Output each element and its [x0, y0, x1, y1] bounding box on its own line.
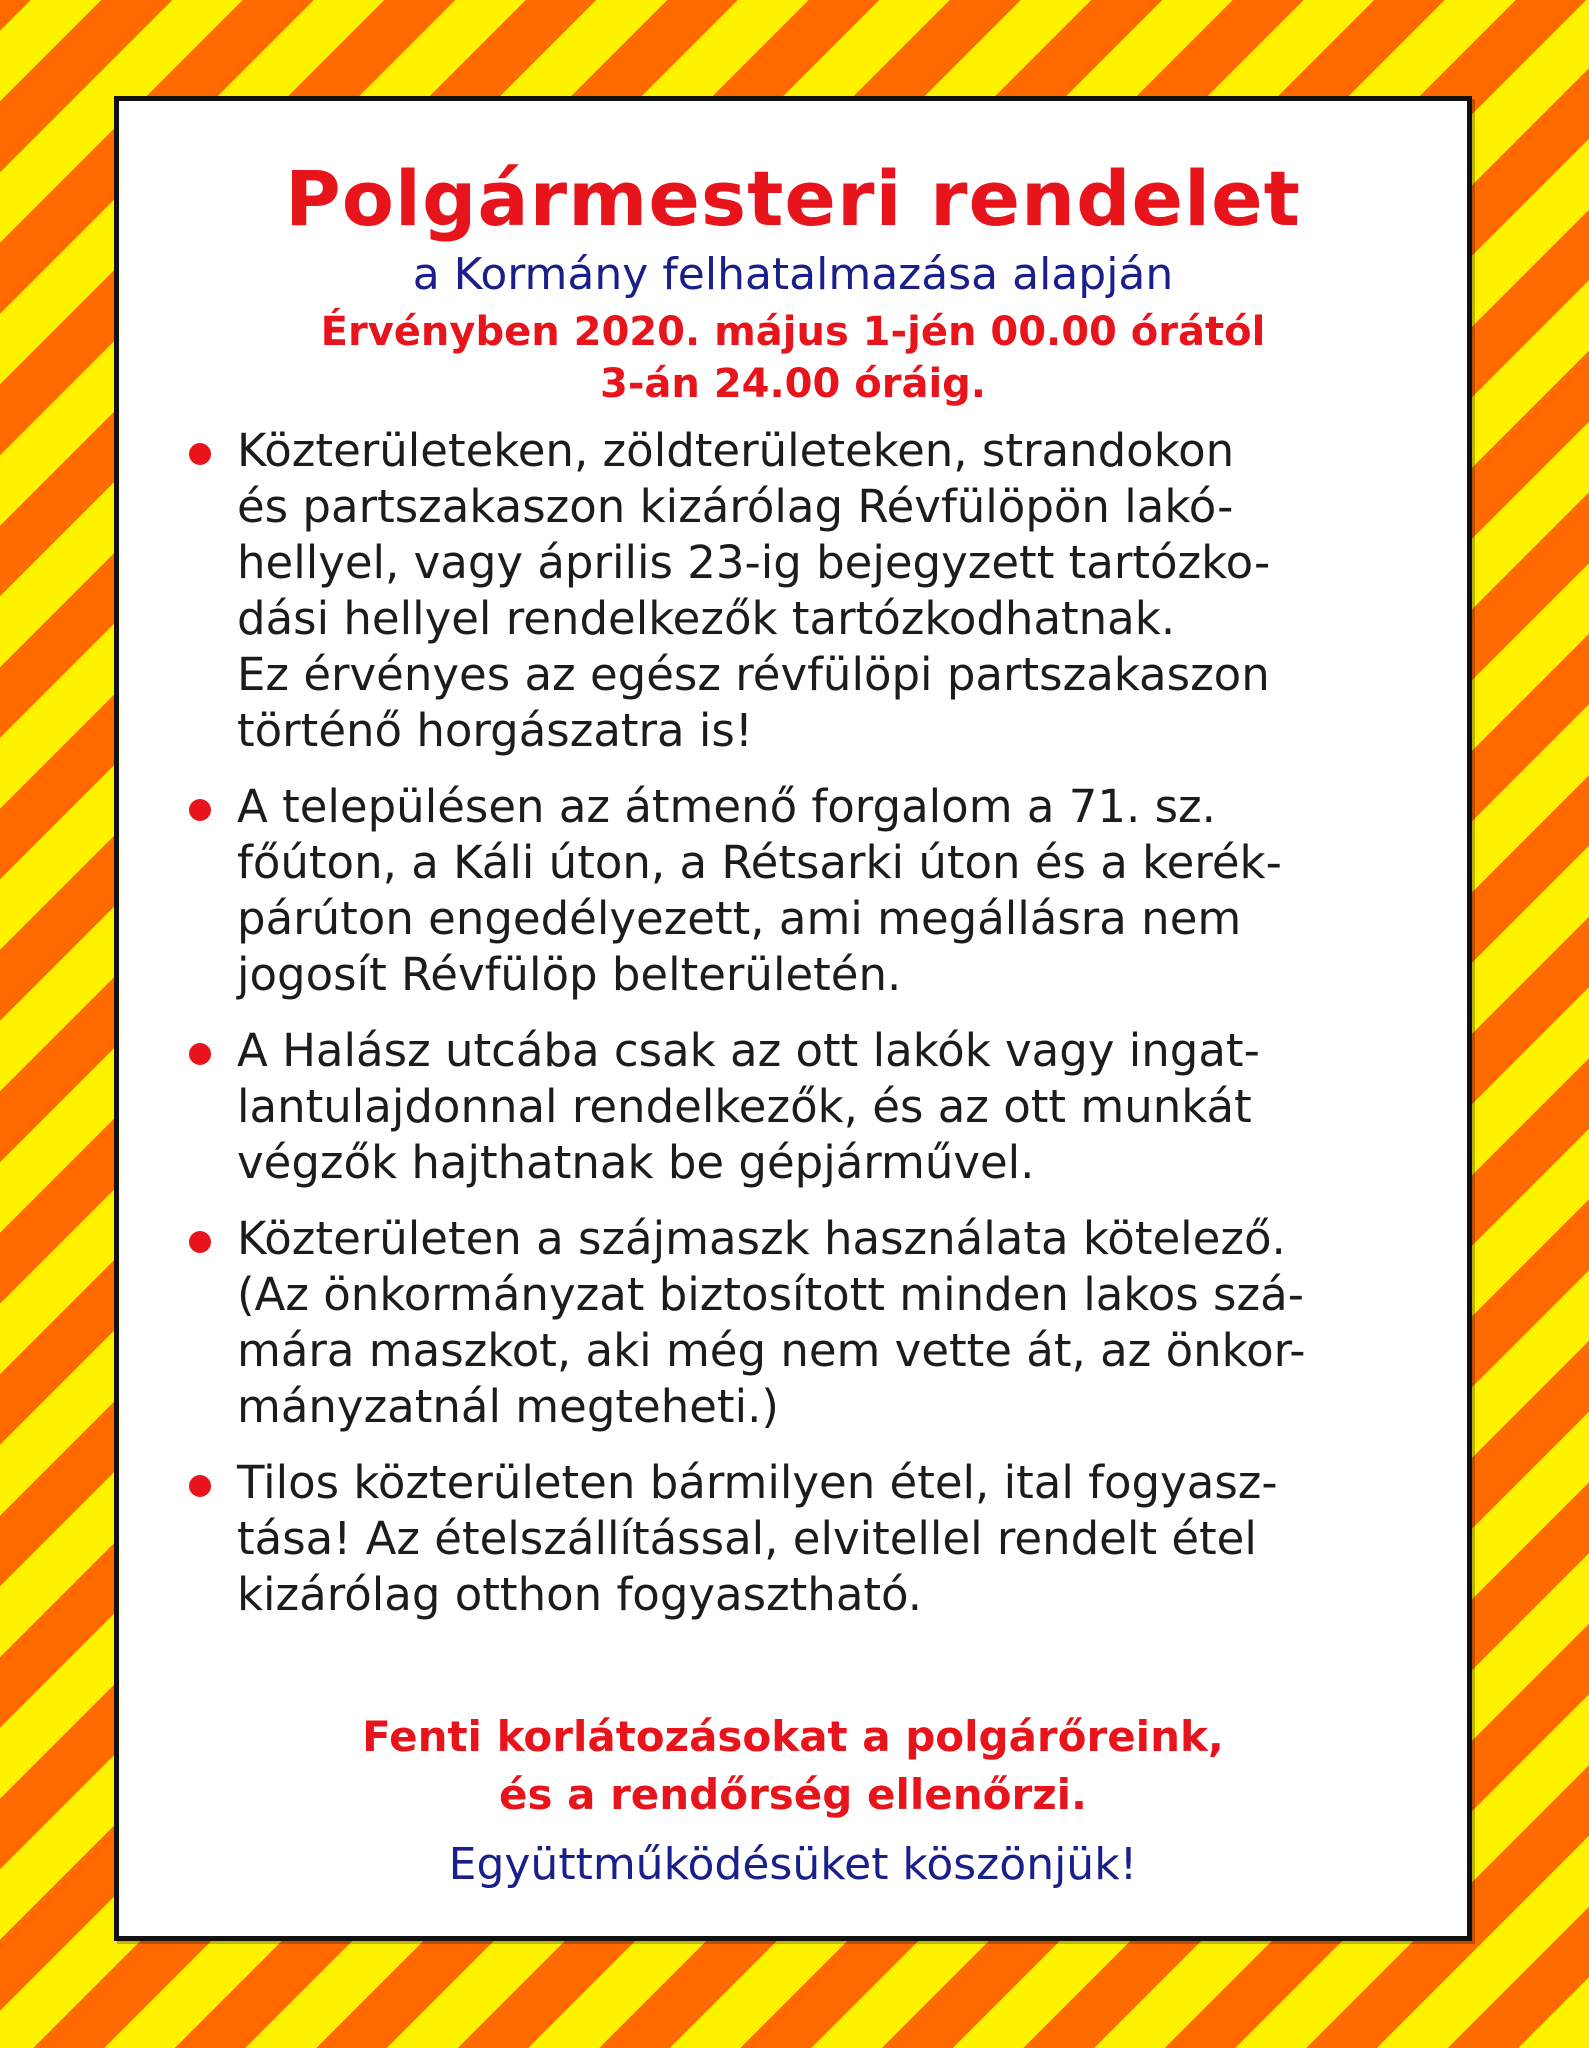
validity-line: Érvényben 2020. május 1-jén 00.00 órától — [320, 309, 1266, 355]
rule-line: jogosít Révfülöp belterületén. — [237, 948, 902, 1001]
enforcement-line: és a rendőrség ellenőrzi. — [499, 1770, 1087, 1819]
notice-panel — [114, 96, 1472, 1941]
rule-line: Közterületeken, zöldterületeken, strandokon — [237, 424, 1235, 477]
notice-title: Polgármesteri rendelet — [285, 154, 1301, 243]
red-bullet-icon — [189, 1231, 211, 1253]
rule-line: mára maszkot, aki még nem vette át, az önkor- — [237, 1324, 1306, 1377]
rule-line: mányzatnál megteheti.) — [237, 1380, 779, 1433]
rules-list — [189, 423, 1429, 1643]
rule-line: tása! Az ételszállítással, elvitellel rendelt étel — [237, 1512, 1257, 1565]
enforcement-notice — [119, 1708, 1467, 1824]
rule-line: (Az önkormányzat biztosított minden lakos szá- — [237, 1268, 1304, 1321]
rule-line: és partszakaszon kizárólag Révfülöpön lakó- — [237, 480, 1234, 533]
thank-you-message: Együttműködésüket köszönjük! — [448, 1839, 1138, 1890]
rule-line: Tilos közterületen bármilyen étel, ital fogyasz- — [237, 1456, 1278, 1509]
rule-line: történő horgászatra is! — [237, 704, 753, 757]
validity-period — [119, 306, 1467, 410]
red-bullet-icon — [189, 799, 211, 821]
rule-item-face-mask — [189, 1211, 1429, 1435]
rule-item-halasz-street — [189, 1023, 1429, 1191]
rule-line: kizárólag otthon fogyasztható. — [237, 1568, 923, 1621]
rule-line: A Halász utcába csak az ott lakók vagy ingat- — [237, 1024, 1260, 1077]
rule-line: végzők hajthatnak be gépjárművel. — [237, 1136, 1035, 1189]
rule-item-public-areas — [189, 423, 1429, 759]
rule-line: A településen az átmenő forgalom a 71. sz. — [237, 780, 1216, 833]
notice-subtitle: a Kormány felhatalmazása alapján — [412, 249, 1174, 300]
rule-line: dási hellyel rendelkezők tartózkodhatnak. — [237, 592, 1176, 645]
rule-line: lantulajdonnal rendelkezők, és az ott munkát — [237, 1080, 1252, 1133]
rule-item-food-consumption — [189, 1455, 1429, 1623]
red-bullet-icon — [189, 1043, 211, 1065]
red-bullet-icon — [189, 1475, 211, 1497]
rule-item-through-traffic — [189, 779, 1429, 1003]
red-bullet-icon — [189, 443, 211, 465]
rule-line: Ez érvényes az egész révfülöpi partszakaszon — [237, 648, 1270, 701]
rule-line: Közterületen a szájmaszk használata kötelező. — [237, 1212, 1286, 1265]
rule-line: főúton, a Káli úton, a Rétsarki úton és a kerék- — [237, 836, 1282, 889]
rule-line: párúton engedélyezett, ami megállásra nem — [237, 892, 1242, 945]
enforcement-line: Fenti korlátozásokat a polgárőreink, — [362, 1712, 1224, 1761]
validity-line: 3-án 24.00 óráig. — [599, 361, 986, 407]
rule-line: hellyel, vagy április 23-ig bejegyzett tartózko- — [237, 536, 1271, 589]
